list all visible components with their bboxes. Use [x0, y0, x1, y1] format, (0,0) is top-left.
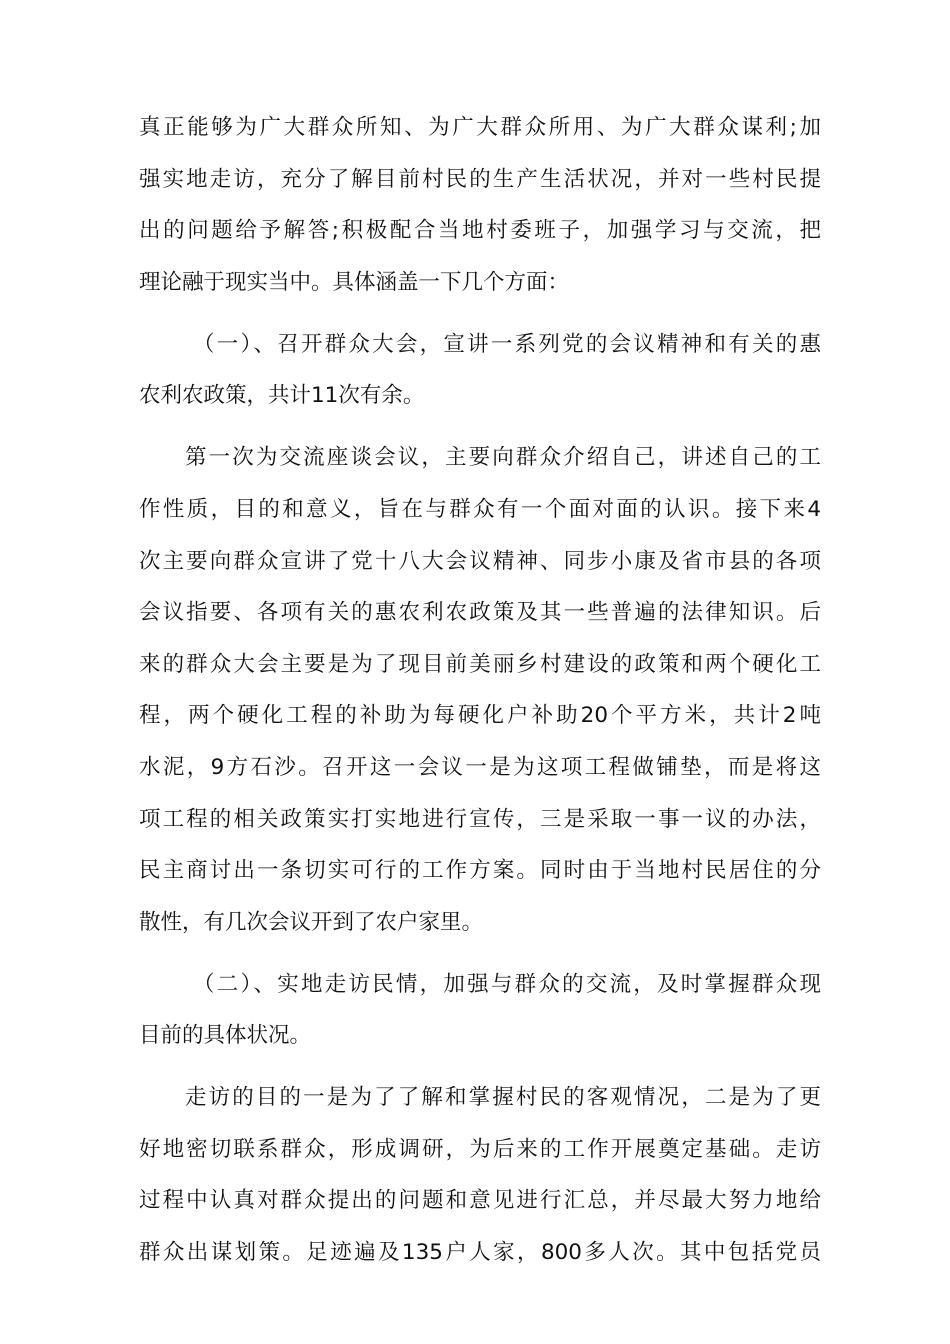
document-body — [139, 102, 821, 1279]
text-line: 目前的具体状况。 — [139, 1023, 312, 1049]
text-line: 走访的目的一是为了了解和掌握村民的客观情况，二是为了更 — [185, 1085, 821, 1111]
paragraph-visits — [139, 1072, 821, 1278]
text-line: 农利农政策，共计11次有余。 — [139, 383, 425, 409]
text-line: 好地密切联系群众，形成调研，为后来的工作开展奠定基础。走访 — [139, 1136, 821, 1162]
text-line: （一）、召开群众大会，宣讲一系列党的会议精神和有关的惠 — [193, 331, 821, 357]
text-line: 理论融于现实当中。具体涵盖一下几个方面： — [139, 269, 570, 295]
text-line: 过程中认真对群众提出的问题和意见进行汇总，并尽最大努力地给 — [139, 1188, 821, 1214]
text-line: 次主要向群众宣讲了党十八大会议精神、同步小康及省市县的各项 — [139, 548, 821, 574]
paragraph-meetings — [139, 432, 821, 948]
paragraph-intro — [139, 102, 821, 308]
paragraph-section-one — [139, 319, 821, 422]
text-line: （二）、实地走访民情，加强与群众的交流，及时掌握群众现 — [193, 971, 821, 997]
text-line: 项工程的相关政策实打实地进行宣传，三是采取一事一议的办法， — [139, 806, 821, 832]
text-line: 民主商讨出一条切实可行的工作方案。同时由于当地村民居住的分 — [139, 858, 821, 884]
text-line: 作性质，目的和意义，旨在与群众有一个面对面的认识。接下来4 — [139, 496, 821, 522]
text-line: 会议指要、各项有关的惠农利农政策及其一些普遍的法律知识。后 — [139, 600, 821, 626]
text-line: 第一次为交流座谈会议，主要向群众介绍自己，讲述自己的工 — [185, 445, 821, 471]
text-line: 强实地走访，充分了解目前村民的生产生活状况，并对一些村民提 — [139, 166, 821, 192]
text-line: 来的群众大会主要是为了现目前美丽乡村建设的政策和两个硬化工 — [139, 651, 821, 677]
text-line: 水泥，9方石沙。召开这一会议一是为这项工程做铺垫，而是将这 — [139, 754, 821, 780]
text-line: 出的问题给予解答;积极配合当地村委班子，加强学习与交流，把 — [139, 218, 821, 244]
text-line: 真正能够为广大群众所知、为广大群众所用、为广大群众谋利;加 — [139, 115, 821, 140]
text-line: 群众出谋划策。足迹遍及135户人家，800多人次。其中包括党员 — [139, 1240, 821, 1266]
text-line: 散性，有几次会议开到了农户家里。 — [139, 909, 484, 935]
paragraph-section-two — [139, 959, 821, 1062]
text-line: 程，两个硬化工程的补助为每硬化户补助20个平方米，共计2吨 — [139, 703, 821, 729]
